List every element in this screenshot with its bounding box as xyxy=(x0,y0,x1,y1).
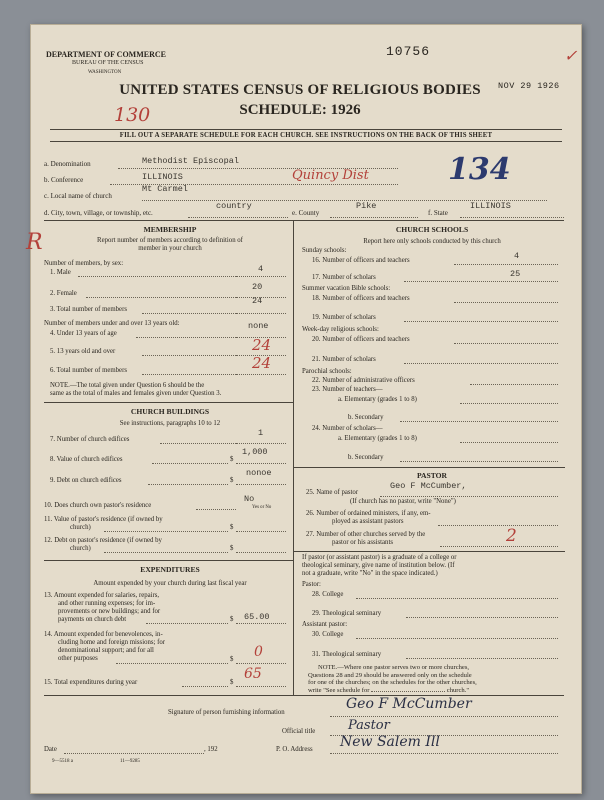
membership-intro-line2: member in your church xyxy=(138,245,202,252)
buildings-heading: CHURCH BUILDINGS xyxy=(130,407,210,416)
membership-intro-line1: Report number of members according to definition of xyxy=(97,237,243,244)
state-value: ILLINOIS xyxy=(470,201,511,211)
q25-note: (If church has no pastor, write "None") xyxy=(350,498,456,505)
city-value: country xyxy=(216,201,252,211)
graduate-line2: theological seminary, give name of institution below. (If xyxy=(302,562,455,569)
q8-value: 1,000 xyxy=(242,447,268,457)
q19-label: 19. Number of scholars xyxy=(312,314,376,321)
membership-note xyxy=(50,382,290,398)
sunday-schools-label: Sunday schools: xyxy=(302,247,347,254)
q13-answer-line xyxy=(236,623,286,624)
q3-value: 24 xyxy=(252,296,263,306)
q23b-label: b. Secondary xyxy=(348,414,384,421)
q14-line3: denominational support; and for all xyxy=(58,647,154,654)
q7-label: 7. Number of church edifices xyxy=(50,436,130,443)
q20-label: 20. Number of officers and teachers xyxy=(312,336,410,343)
q8-line xyxy=(152,463,228,464)
handwritten-big-number: 134 xyxy=(448,152,511,187)
date-line xyxy=(64,753,204,754)
q25-line xyxy=(380,496,558,497)
q15-dollar: $ xyxy=(230,679,234,686)
graduate-line1: If pastor (or assistant pastor) is a graduate of a college or xyxy=(302,554,457,561)
pastor-note-line2: Questions 28 and 29 should be answered only on the schedule xyxy=(308,671,472,679)
q13-line4: payments on church debt xyxy=(58,616,127,623)
local-church-value: Mt Carmel xyxy=(142,184,188,194)
date-label: Date xyxy=(44,746,57,753)
form-title: UNITED STATES CENSUS OF RELIGIOUS BODIES xyxy=(119,82,481,98)
q16-value: 4 xyxy=(514,251,520,261)
q2-line xyxy=(86,297,236,298)
q11-label xyxy=(44,516,163,532)
q11-dollar: $ xyxy=(230,524,234,531)
q9-line xyxy=(148,484,228,485)
q24a-line xyxy=(460,442,558,443)
q24-label: 24. Number of scholars— xyxy=(312,425,383,432)
q6-answer-line xyxy=(236,374,286,375)
pastor-note-line4a: write "See schedule for xyxy=(308,686,370,694)
q27-label xyxy=(306,531,425,547)
q22-line xyxy=(470,384,558,385)
membership-heading: MEMBERSHIP xyxy=(143,225,197,234)
department-block xyxy=(46,50,166,77)
pastor-note-line3: for one of the churches; on the schedules for the other churches, xyxy=(308,679,477,687)
q12-answer-line xyxy=(236,552,286,553)
q9-answer-line xyxy=(236,484,286,485)
schools-intro: Report here only schools conducted by this church xyxy=(363,238,501,245)
q16-label: 16. Number of officers and teachers xyxy=(312,257,410,264)
q11-line xyxy=(104,531,228,532)
q14-answer-line xyxy=(236,663,286,664)
q6-value: 24 xyxy=(252,354,272,372)
q13-dollar: $ xyxy=(230,616,234,623)
city-name: WASHINGTON xyxy=(88,70,122,75)
membership-intro xyxy=(50,237,290,253)
q3-line xyxy=(142,313,236,314)
q21-line xyxy=(404,363,558,364)
instruction-banner: FILL OUT A SEPARATE SCHEDULE FOR EACH CHURCH. SEE INSTRUCTIONS ON THE BACK OF THIS SHEET xyxy=(50,129,562,142)
q5-label: 5. 13 years old and over xyxy=(50,348,116,355)
q30-label: 30. College xyxy=(312,631,344,638)
q27-line xyxy=(440,546,558,547)
q23a-line xyxy=(460,403,558,404)
po-address-label: P. O. Address xyxy=(276,746,313,753)
q23b-line xyxy=(400,421,558,422)
q28-line xyxy=(356,598,558,599)
q6-line xyxy=(142,374,236,375)
q7-answer-line xyxy=(236,443,286,444)
q21-label: 21. Number of scholars xyxy=(312,356,376,363)
age-intro-label: Number of members under and over 13 years old: xyxy=(44,320,180,327)
official-title-label: Official title xyxy=(282,728,316,735)
q11-line2: church) xyxy=(70,524,91,531)
q15-value: 65 xyxy=(244,666,262,682)
conference-value: ILLINOIS xyxy=(142,172,183,182)
expenditures-heading: EXPENDITURES xyxy=(140,565,200,574)
q10-line xyxy=(196,509,236,510)
q1-label: 1. Male xyxy=(50,269,71,276)
q26-line2: ployed as assistant pastors xyxy=(332,518,404,525)
q13-line3: provements or new buildings; and for xyxy=(58,608,161,615)
q8-dollar: $ xyxy=(230,456,234,463)
margin-mark: R xyxy=(26,230,43,255)
expenditures-subheading: Amount expended by your church during last fiscal year xyxy=(93,580,247,587)
pastor-heading: PASTOR xyxy=(416,471,448,480)
q19-line xyxy=(404,321,558,322)
state-line xyxy=(460,217,564,218)
q16-line xyxy=(454,264,558,265)
q29-line xyxy=(406,617,558,618)
q25-value: Geo F McCumber, xyxy=(390,481,467,491)
pastor-note xyxy=(308,664,566,694)
q10-label: 10. Does church own pastor's residence xyxy=(44,502,152,509)
pastor-note-line4b: church." xyxy=(446,686,470,694)
signature-label: Signature of person furnishing information xyxy=(168,709,285,716)
q13-value: 65.00 xyxy=(244,612,270,622)
q27-value: 2 xyxy=(506,526,517,546)
q17-label: 17. Number of scholars xyxy=(312,274,376,281)
q8-label: 8. Value of church edifices xyxy=(50,456,123,463)
q23a-label: a. Elementary (grades 1 to 8) xyxy=(338,396,417,403)
q12-label xyxy=(44,537,162,553)
by-sex-label: Number of members, by sex: xyxy=(44,260,124,267)
q26-line1: 26. Number of ordained ministers, if any, em- xyxy=(306,510,431,517)
q5-line xyxy=(142,355,236,356)
po-address-value: New Salem Ill xyxy=(340,734,440,750)
buildings-subheading: See instructions, paragraphs 10 to 12 xyxy=(119,420,221,427)
q14-line4: other purposes xyxy=(58,655,98,662)
vacation-schools-label: Summer vacation Bible schools: xyxy=(302,285,391,292)
q4-line xyxy=(136,337,236,338)
q8-answer-line xyxy=(236,463,286,464)
q15-answer-line xyxy=(236,686,286,687)
q18-label: 18. Number of officers and teachers xyxy=(312,295,410,302)
signature-value: Geo F McCumber xyxy=(346,696,472,712)
q1-line xyxy=(78,276,238,277)
q13-label xyxy=(44,592,160,624)
pastor-note-line4 xyxy=(308,687,566,695)
q4-value: none xyxy=(248,321,269,331)
q26-label xyxy=(306,510,431,526)
q11-line1: 11. Value of pastor's residence (if owned by xyxy=(44,516,163,523)
q13-line1: 13. Amount expended for salaries, repairs, xyxy=(44,592,160,599)
q18-line xyxy=(454,302,558,303)
q9-value: nonoe xyxy=(246,468,272,478)
q6-label: 6. Total number of members xyxy=(50,367,127,374)
divider-graduate xyxy=(293,551,565,552)
pastor-subsection-label: Pastor: xyxy=(302,581,321,588)
q7-value: 1 xyxy=(258,428,264,438)
q29-label: 29. Theological seminary xyxy=(312,610,382,617)
q14-dollar: $ xyxy=(230,656,234,663)
date-year: , 192 xyxy=(204,746,218,753)
official-title-value: Pastor xyxy=(348,718,390,733)
q24a-label: a. Elementary (grades 1 to 8) xyxy=(338,435,417,442)
q24b-label: b. Secondary xyxy=(348,454,384,461)
denomination-label: a. Denomination xyxy=(44,160,91,168)
county-label: e. County xyxy=(292,209,320,217)
department-name: DEPARTMENT OF COMMERCE xyxy=(46,50,167,59)
check-mark-icon: ✓ xyxy=(564,46,578,65)
q15-label: 15. Total expenditures during year xyxy=(44,679,138,686)
q14-value: 0 xyxy=(254,644,263,660)
conference-handwritten-note: Quincy Dist xyxy=(292,168,369,183)
county-value: Pike xyxy=(356,201,377,211)
q28-label: 28. College xyxy=(312,591,344,598)
received-date-stamp: NOV 29 1926 xyxy=(498,81,560,91)
q7-line xyxy=(160,443,236,444)
weekday-schools-label: Week-day religious schools: xyxy=(302,326,379,333)
q12-line1: 12. Debt on pastor's residence (if owned by xyxy=(44,537,162,544)
divider-expenditures xyxy=(44,560,293,561)
q31-line xyxy=(406,658,558,659)
print-number: 11—9285 xyxy=(120,759,140,764)
divider-buildings xyxy=(44,402,293,403)
q27-line1: 27. Number of other churches served by the xyxy=(306,531,426,538)
q9-dollar: $ xyxy=(230,477,234,484)
q1-value: 4 xyxy=(258,264,264,274)
q3-answer-line xyxy=(236,313,286,314)
membership-note-line1: NOTE.—The total given under Question 6 should be the xyxy=(50,382,205,389)
q5-value: 24 xyxy=(252,336,272,354)
graduate-instructions xyxy=(302,554,564,578)
membership-note-line2: same as the total of males and females given under Question 3. xyxy=(50,390,222,397)
q3-label: 3. Total number of members xyxy=(50,306,127,313)
q17-value: 25 xyxy=(510,269,521,279)
q1-answer-line xyxy=(236,276,286,277)
q2-label: 2. Female xyxy=(50,290,77,297)
state-label: f. State xyxy=(428,209,448,217)
divider-footer xyxy=(44,695,564,696)
city-line xyxy=(188,217,288,218)
schools-heading: CHURCH SCHOOLS xyxy=(395,225,469,234)
census-schedule-sheet xyxy=(26,24,582,794)
q14-label xyxy=(44,631,165,663)
form-number: 9—5518 a xyxy=(52,759,73,764)
denomination-value: Methodist Episcopal xyxy=(142,156,239,166)
q14-line1: 14. Amount expended for benevolences, in- xyxy=(44,631,163,638)
q12-line2: church) xyxy=(70,545,91,552)
serial-number: 10756 xyxy=(386,44,431,59)
graduate-line3: not a graduate, write "No" in the space indicated.) xyxy=(302,570,438,577)
q27-line2: pastor or his assistants xyxy=(332,539,393,546)
q10-value: No xyxy=(244,494,255,504)
handwritten-number-left: 130 xyxy=(114,104,151,126)
pastor-note-blank xyxy=(371,691,445,692)
q25-label: 25. Name of pastor xyxy=(306,489,359,496)
q12-dollar: $ xyxy=(230,545,234,552)
q17-line xyxy=(404,281,558,282)
q14-line2: cluding home and foreign missions; for xyxy=(58,639,166,646)
divider-pastor xyxy=(293,467,565,468)
q13-line2: and other running expenses; for im- xyxy=(58,600,156,607)
q15-line xyxy=(182,686,228,687)
county-line xyxy=(330,217,418,218)
q30-line xyxy=(356,638,558,639)
local-church-label: c. Local name of church xyxy=(44,192,112,200)
q23-label: 23. Number of teachers— xyxy=(312,386,383,393)
q31-label: 31. Theological seminary xyxy=(312,651,382,658)
parochial-schools-label: Parochial schools: xyxy=(302,368,352,375)
q22-label: 22. Number of administrative officers xyxy=(312,377,415,384)
q9-label: 9. Debt on church edifices xyxy=(50,477,122,484)
q12-line xyxy=(104,552,228,553)
q10-hint: Yes or No xyxy=(252,505,272,510)
q11-answer-line xyxy=(236,531,286,532)
q20-line xyxy=(454,343,558,344)
q14-line xyxy=(116,663,228,664)
section-divider-top xyxy=(44,220,564,221)
bureau-name: BUREAU OF THE CENSUS xyxy=(72,60,144,66)
q24b-line xyxy=(400,461,558,462)
pastor-note-line1: NOTE.—Where one pastor serves two or more churches, xyxy=(318,664,470,671)
po-address-line xyxy=(330,753,558,754)
q2-value: 20 xyxy=(252,282,263,292)
signature-line xyxy=(330,716,558,717)
q13-line xyxy=(146,623,228,624)
q4-label: 4. Under 13 years of age xyxy=(50,330,117,337)
assistant-pastor-label: Assistant pastor: xyxy=(302,621,348,628)
form-subtitle: SCHEDULE: 1926 xyxy=(239,102,361,118)
conference-label: b. Conference xyxy=(44,176,84,184)
q26-line xyxy=(438,525,558,526)
city-label: d. City, town, village, or township, etc. xyxy=(44,209,153,217)
column-divider xyxy=(293,220,294,695)
